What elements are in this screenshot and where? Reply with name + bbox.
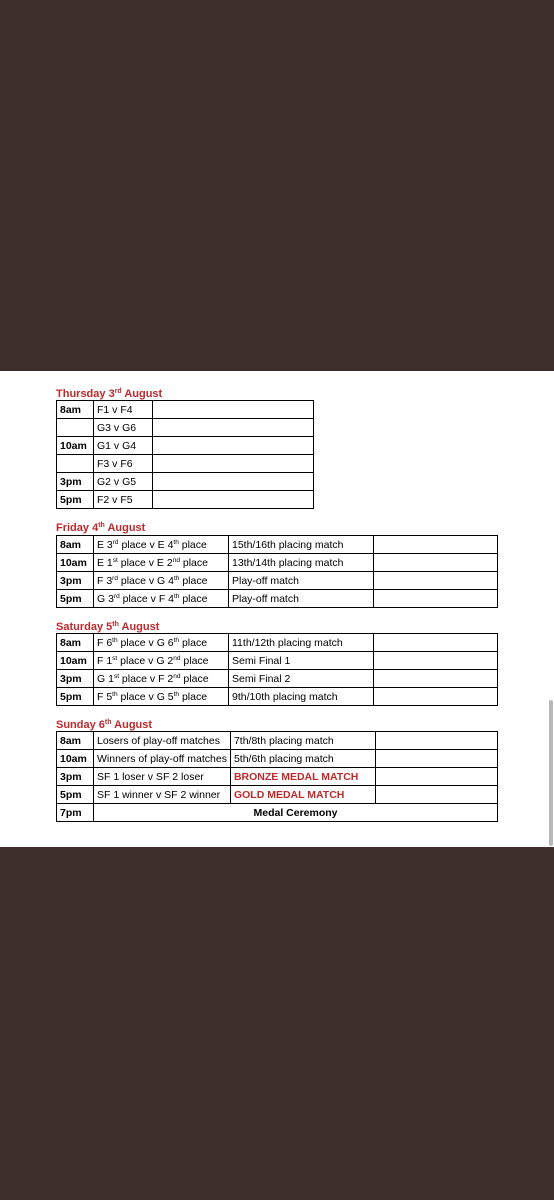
- medal-ceremony: Medal Ceremony: [94, 804, 498, 822]
- table-row: 5pm F2 v F5: [57, 491, 314, 509]
- table-row: F3 v F6: [57, 455, 314, 473]
- table-row: 10am F 1st place v G 2nd place Semi Final 1: [57, 652, 498, 670]
- table-row: G3 v G6: [57, 419, 314, 437]
- day-heading-sunday: Sunday 6th August: [56, 719, 153, 731]
- table-row: 10am G1 v G4: [57, 437, 314, 455]
- schedule-table-saturday: [56, 633, 498, 706]
- table-row: 5pm SF 1 winner v SF 2 winner GOLD MEDAL MATCH: [57, 786, 498, 804]
- gold-medal-label: GOLD MEDAL MATCH: [230, 786, 375, 804]
- day-heading-saturday: Saturday 5th August: [56, 621, 160, 633]
- table-row: 3pm SF 1 loser v SF 2 loser BRONZE MEDAL MATCH: [57, 768, 498, 786]
- table-row: 8am E 3rd place v E 4th place 15th/16th placing match: [57, 536, 498, 554]
- schedule-table-sunday: [56, 731, 498, 822]
- table-row: 10am E 1st place v E 2nd place 13th/14th placing match: [57, 554, 498, 572]
- table-row: 7pm Medal Ceremony: [57, 804, 498, 822]
- day-heading-thursday: Thursday 3rd August: [56, 388, 163, 400]
- table-row: 3pm G 1st place v F 2nd place Semi Final 2: [57, 670, 498, 688]
- table-row: 8am F1 v F4: [57, 401, 314, 419]
- table-row: 3pm G2 v G5: [57, 473, 314, 491]
- table-row: 10am Winners of play-off matches 5th/6th placing match: [57, 750, 498, 768]
- day-heading-friday: Friday 4th August: [56, 522, 146, 534]
- table-row: 5pm G 3rd place v F 4th place Play-off match: [57, 590, 498, 608]
- bronze-medal-label: BRONZE MEDAL MATCH: [230, 768, 375, 786]
- table-row: 5pm F 5th place v G 5th place 9th/10th placing match: [57, 688, 498, 706]
- schedule-table-friday: [56, 535, 498, 608]
- scrollbar[interactable]: [549, 700, 553, 846]
- table-row: 8am Losers of play-off matches 7th/8th placing match: [57, 732, 498, 750]
- table-row: 8am F 6th place v G 6th place 11th/12th placing match: [57, 634, 498, 652]
- schedule-table-thursday: [56, 400, 314, 509]
- table-row: 3pm F 3rd place v G 4th place Play-off match: [57, 572, 498, 590]
